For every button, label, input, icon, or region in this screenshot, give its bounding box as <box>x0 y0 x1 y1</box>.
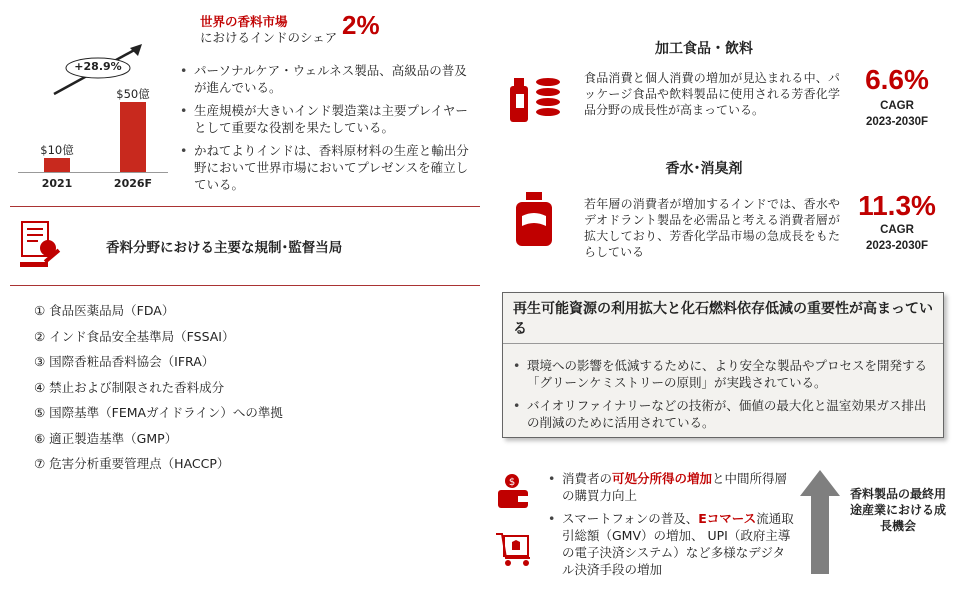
driver-income-pre: 消費者の <box>562 471 613 486</box>
renewable-point: • バイオリファイナリーなどの技術が、価値の最大化と温室効果ガス排出の削減のために活用されている。 <box>511 397 931 431</box>
renewable-title: 再生可能資源の利用拡大と化石燃料依存低減の重要性が高まっている <box>513 301 933 337</box>
drivers-list <box>546 470 796 584</box>
regulation-item: ② インド食品安全基準局（FSSAI） <box>34 328 235 344</box>
x-tick-2026F: 2026F <box>113 177 153 190</box>
renewable-points <box>511 357 931 437</box>
market-share-title: 世界の香料市場 <box>200 14 288 29</box>
driver-income-post: と中間所得層の購買力向上 <box>562 471 788 503</box>
perfume-bottle-icon <box>512 190 556 250</box>
divider-left-2 <box>10 285 480 286</box>
segment-perfume-cagr-period: 2023-2030F <box>865 240 929 252</box>
renewable-box <box>502 292 944 438</box>
wallet-money-icon <box>496 472 532 512</box>
divider-left <box>10 206 480 207</box>
driver-income <box>546 470 796 504</box>
regulation-title: 香料分野における主要な規制･監督当局 <box>106 240 343 256</box>
driver-ecommerce <box>546 510 796 578</box>
bar-value-label-2026F: $50億 <box>116 87 150 101</box>
bar-2021 <box>44 158 70 172</box>
india-point: • 生産規模が大きいインド製造業は主要プレイヤーとして重要な役割を果たしている。 <box>178 102 478 136</box>
segment-food-cagr-period: 2023-2030F <box>865 116 929 128</box>
driver-ecommerce-post: 流通取引総額（GMV）の増加、 UPI（政府主導の電子決済システム）など多様なデジタル決済手段の増加 <box>562 511 794 577</box>
driver-ecommerce-highlight: Eコマース <box>698 511 757 526</box>
india-point: • パーソナルケア・ウェルネス製品、高級品の普及が進んでいる。 <box>178 62 478 96</box>
svg-text:$: $ <box>508 477 516 488</box>
segment-food-cagr-value: 6.6% <box>865 64 929 95</box>
bar-value-label-2021: $10億 <box>40 143 74 157</box>
regulation-item: ③ 国際香粧品香料協会（IFRA） <box>34 354 215 369</box>
regulation-item: ⑦ 危害分析重要管理点（HACCP） <box>34 456 230 471</box>
segment-perfume-cagr-label: CAGR <box>880 224 914 236</box>
chart-baseline <box>18 172 168 173</box>
regulation-item: ⑥ 適正製造基準（GMP） <box>34 430 178 446</box>
segment-perfume-title: 香水･消臭剤 <box>665 161 743 177</box>
driver-income-highlight: 可処分所得の増加 <box>612 471 713 486</box>
market-share-value: 2% <box>342 10 380 40</box>
food-beverage-icon <box>504 70 564 126</box>
ecommerce-cart-icon <box>494 532 536 568</box>
bar-2026F <box>120 102 146 172</box>
regulation-item: ① 食品医薬品局（FDA） <box>34 303 175 318</box>
renewable-point: • 環境への影響を低減するために、より安全な製品やプロセスを開発する「グリーンケミストリーの原則」が実践されている。 <box>511 357 931 391</box>
segment-food-desc: 食品消費と個人消費の増加が見込まれる中、パッケージ食品や飲料製品に使用される芳香化学品分野の成長性が高まっている。 <box>584 71 840 117</box>
driver-ecommerce-pre: スマートフォンの普及、 <box>562 511 699 526</box>
market-share-subtitle: におけるインドのシェア <box>200 30 338 45</box>
regulation-item: ④ 禁止および制限された香料成分 <box>34 379 225 395</box>
india-points-list <box>178 62 478 199</box>
renewable-divider <box>503 343 943 344</box>
up-arrow-icon <box>800 470 840 574</box>
segment-food-title: 加工食品・飲料 <box>655 41 753 57</box>
opportunity-label: 香料製品の最終用途産業における成長機会 <box>849 487 946 533</box>
growth-label: +28.9% <box>74 60 122 73</box>
segment-perfume-desc: 若年層の消費者が増加するインドでは、香水やデオドラント製品を必需品と考える消費者層が拡大しており、芳香化学品市場の急成長をもたらしている <box>584 197 840 259</box>
x-tick-2021: 2021 <box>41 177 73 190</box>
regulation-document-icon <box>18 220 64 270</box>
regulation-item: ⑤ 国際基準（FEMAガイドライン）への準拠 <box>34 405 283 420</box>
segment-perfume-cagr-value: 11.3% <box>858 190 936 221</box>
india-point: • かねてよりインドは、香料原材料の生産と輸出分野において世界市場においてプレゼンスを確立している。 <box>178 142 478 193</box>
bar-chart <box>10 40 170 190</box>
segment-food-cagr-label: CAGR <box>880 100 914 112</box>
regulation-list <box>34 298 283 477</box>
